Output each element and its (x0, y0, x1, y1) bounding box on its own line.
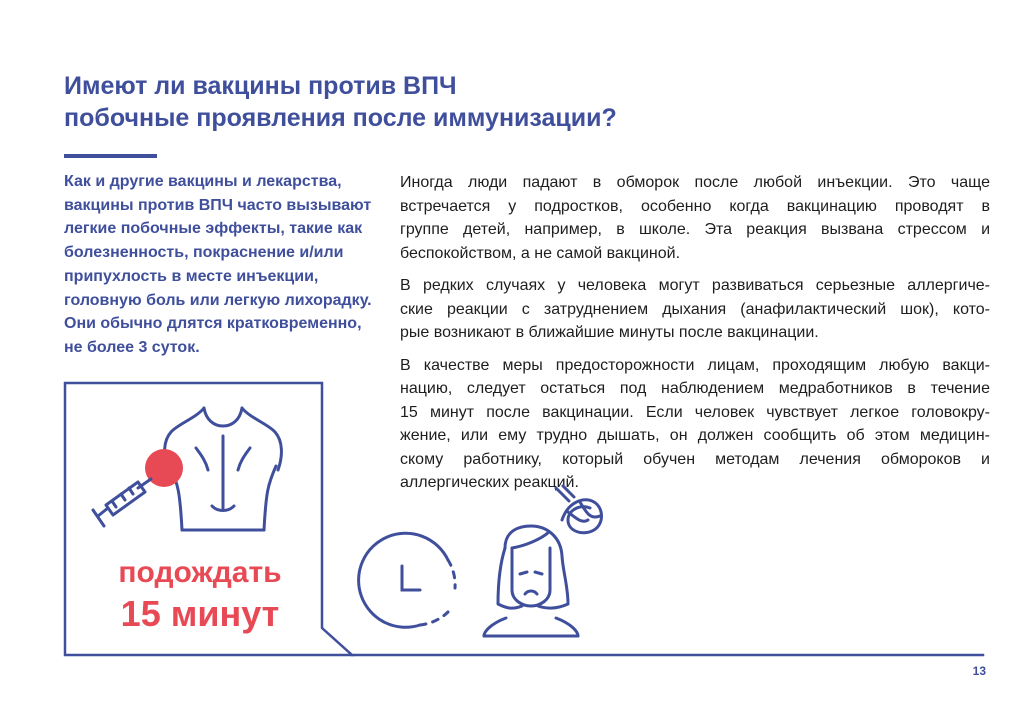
body-line: ские реакции с затруднением дыхания (анафилактический шок), кото- (400, 300, 990, 318)
body-line: беспокойством, а не самой вакциной. (400, 244, 681, 262)
clock-icon (359, 533, 456, 627)
lead-line: головную боль или легкую лихорадку. (64, 291, 372, 309)
body-line: скому работнику, который обучен методам лечения обмороков и (400, 450, 990, 468)
title-line-2: побочные проявления после иммунизации? (64, 104, 617, 132)
wait-callout (100, 554, 300, 636)
lead-line: Они обычно длятся кратковременно, (64, 315, 362, 333)
dizzy-person-icon (484, 486, 602, 636)
lead-line: припухлость в месте инъекции, (64, 267, 319, 285)
lead-line: легкие побочные эффекты, такие как (64, 220, 363, 238)
body-line: В качестве меры предосторожности лицам, проходящим любую вакци- (400, 356, 990, 374)
body-line: нацию, следует остаться под наблюдением медработников в течение (400, 380, 990, 397)
title-line-1: Имеют ли вакцины против ВПЧ (64, 72, 457, 100)
body-line: рые возникают в ближайшие минуты после вакцинации. (400, 324, 819, 341)
body-line: группе детей, например, в школе. Эта реакция вызвана стрессом и (400, 221, 990, 238)
callout-line-1: подождать (118, 556, 282, 589)
injection-site-icon (145, 449, 183, 487)
body-line: жение, или ему трудно дышать, он должен сообщить об этом медицин- (400, 427, 990, 444)
lead-line: Как и другие вакцины и лекарства, (64, 173, 342, 190)
lead-line: болезненность, покраснение и/или (64, 244, 344, 262)
page-number: 13 (972, 664, 986, 678)
body-line: Иногда люди падают в обморок после любой инъекции. Это чаще (400, 174, 990, 191)
syringe-icon (93, 479, 151, 526)
body-line: встречается у подростков, особенно когда вакцинацию проводят в (400, 197, 990, 215)
body-line: аллергических реакций. (400, 474, 579, 491)
lead-line: не более 3 суток. (64, 338, 200, 356)
body-line: В редких случаях у человека могут развиваться серьезные аллергиче- (400, 277, 990, 294)
body-line: 15 минут после вакцинации. Если человек чувствует легкое головокру- (400, 403, 990, 421)
lead-line: вакцины против ВПЧ часто вызывают (64, 196, 372, 214)
callout-line-2: 15 минут (120, 593, 280, 634)
